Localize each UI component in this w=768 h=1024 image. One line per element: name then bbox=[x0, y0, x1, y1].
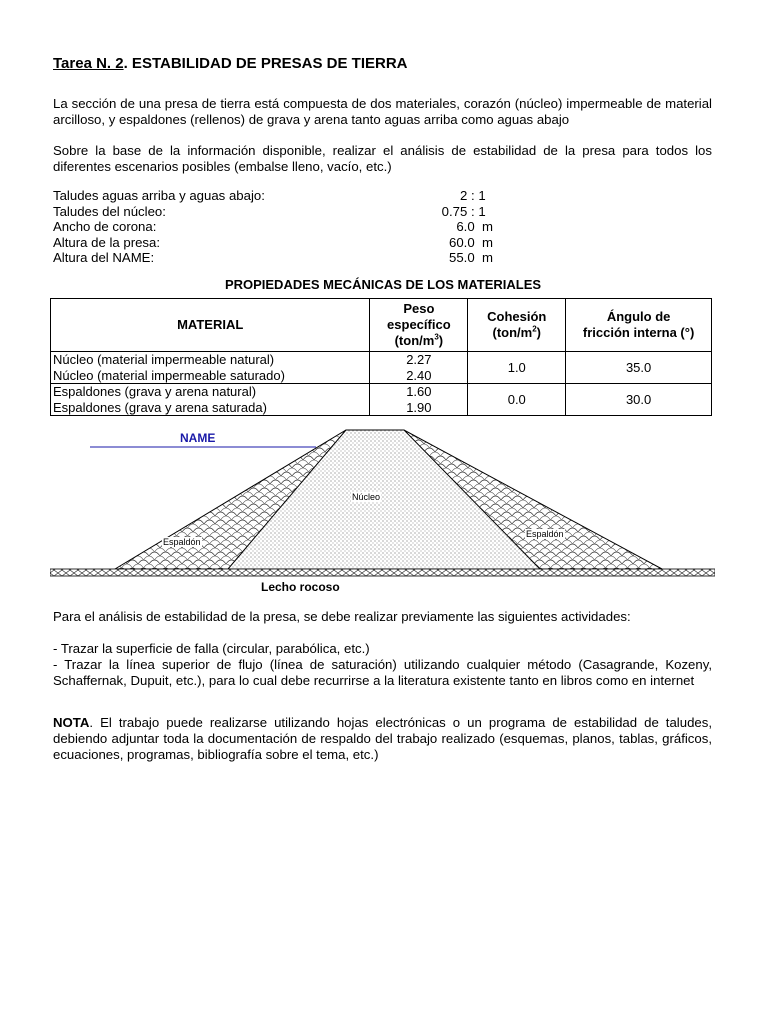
dam-cross-section-diagram bbox=[50, 420, 715, 600]
espaldon-left-label: Espaldón bbox=[163, 537, 201, 547]
cell-peso: 1.60 bbox=[370, 384, 468, 400]
parameter-value: 60.0 m bbox=[449, 234, 493, 250]
header-peso-line2: específico bbox=[387, 317, 451, 332]
cell-material: Espaldones (grava y arena saturada) bbox=[51, 400, 370, 416]
cell-angulo: 35.0 bbox=[566, 352, 712, 384]
parameter-label: Altura del NAME: bbox=[53, 250, 155, 265]
note-label: NOTA bbox=[53, 715, 90, 730]
analysis-paragraph: Para el análisis de estabilidad de la presa, se debe realizar previamente las siguientes actividades: bbox=[53, 609, 631, 624]
cell-material: Espaldones (grava y arena natural) bbox=[51, 384, 370, 400]
intro-paragraph-1: La sección de una presa de tierra está compuesta de dos materiales, corazón (núcleo) impermeable de material arcilloso, y espaldones (rellenos) de grava y arena tanto aguas arriba como aguas abajo bbox=[53, 96, 712, 127]
document-title bbox=[53, 55, 408, 72]
parameter-value: 6.0 m bbox=[456, 219, 493, 234]
header-cohesion bbox=[468, 299, 566, 352]
header-cohesion-line2: (ton/m bbox=[492, 325, 533, 340]
cell-peso: 2.27 bbox=[370, 352, 468, 368]
parameter-label: Ancho de corona: bbox=[53, 219, 157, 234]
parameter-label: Altura de la presa: bbox=[53, 234, 161, 250]
parameter-value: 0.75 : 1 bbox=[441, 203, 493, 219]
cell-material: Núcleo (material impermeable saturado) bbox=[51, 368, 370, 384]
cell-cohesion: 0.0 bbox=[468, 384, 566, 416]
nucleo-label: Núcleo bbox=[352, 492, 381, 502]
header-peso-close: ) bbox=[438, 333, 444, 348]
espaldon-right-label: Espaldón bbox=[526, 529, 564, 539]
table-title: PROPIEDADES MECÁNICAS DE LOS MATERIALES bbox=[224, 277, 542, 292]
parameter-label: Taludes aguas arriba y aguas abajo: bbox=[53, 188, 265, 203]
cell-peso: 2.40 bbox=[370, 368, 468, 384]
header-peso-sup: 3 bbox=[434, 332, 439, 342]
parameters-list bbox=[53, 188, 493, 266]
title-prefix: Tarea N. 2 bbox=[53, 55, 124, 72]
bedrock-layer bbox=[50, 569, 715, 576]
cell-angulo: 30.0 bbox=[566, 384, 712, 416]
header-peso-line3: (ton/m bbox=[394, 333, 435, 348]
header-angulo-line1: Ángulo de bbox=[606, 309, 671, 324]
parameter-value: 2 : 1 bbox=[460, 188, 493, 203]
analysis-item-1: - Trazar la superficie de falla (circular, parabólica, etc.) bbox=[53, 641, 370, 656]
header-cohesion-close: ) bbox=[536, 325, 542, 340]
header-peso-line1: Peso bbox=[403, 301, 435, 316]
note-text: . El trabajo puede realizarse utilizando hojas electrónicas o un programa de estabilidad de taludes, debiendo adjuntar toda la documentación de respaldo del trabajo realizado (esquemas, planos, tablas, gráficos, ecuaciones, programas, bibliografía sobre el tema, etc.) bbox=[53, 715, 712, 762]
cell-peso: 1.90 bbox=[370, 400, 468, 416]
header-peso bbox=[370, 299, 468, 352]
name-label: NAME bbox=[180, 431, 216, 445]
parameter-label: Taludes del núcleo: bbox=[53, 203, 166, 219]
table-row bbox=[51, 352, 712, 368]
table-row bbox=[51, 384, 712, 400]
header-cohesion-line1: Cohesión bbox=[487, 309, 547, 324]
header-angulo bbox=[566, 299, 712, 352]
parameter-row bbox=[53, 204, 493, 220]
cell-cohesion: 1.0 bbox=[468, 352, 566, 384]
table-header-row bbox=[51, 299, 712, 352]
header-cohesion-sup: 2 bbox=[532, 324, 537, 334]
title-dot: . bbox=[123, 55, 128, 72]
cell-material: Núcleo (material impermeable natural) bbox=[51, 352, 370, 368]
parameter-row bbox=[53, 188, 493, 204]
parameter-value: 55.0 m bbox=[449, 250, 493, 265]
bedrock-label: Lecho rocoso bbox=[261, 580, 340, 594]
parameter-row bbox=[53, 235, 493, 251]
parameter-row bbox=[53, 219, 493, 235]
parameter-row bbox=[53, 250, 493, 266]
title-text: ESTABILIDAD DE PRESAS DE TIERRA bbox=[127, 55, 408, 72]
analysis-item-2: - Trazar la línea superior de flujo (línea de saturación) utilizando cualquier método (Casagrande, Kozeny, Schaffernak, Dupuit, etc.), para lo cual debe recurrirse a la literatura existente tanto en libros como en internet bbox=[53, 657, 712, 688]
intro-paragraph-2: Sobre la base de la información disponible, realizar el análisis de estabilidad de la presa para todos los diferentes escenarios posibles (embalse lleno, vacío, etc.) bbox=[53, 143, 712, 174]
header-angulo-line2: fricción interna (°) bbox=[582, 325, 695, 340]
note-paragraph bbox=[53, 715, 712, 762]
materials-table bbox=[50, 298, 712, 416]
header-material: MATERIAL bbox=[51, 299, 370, 352]
